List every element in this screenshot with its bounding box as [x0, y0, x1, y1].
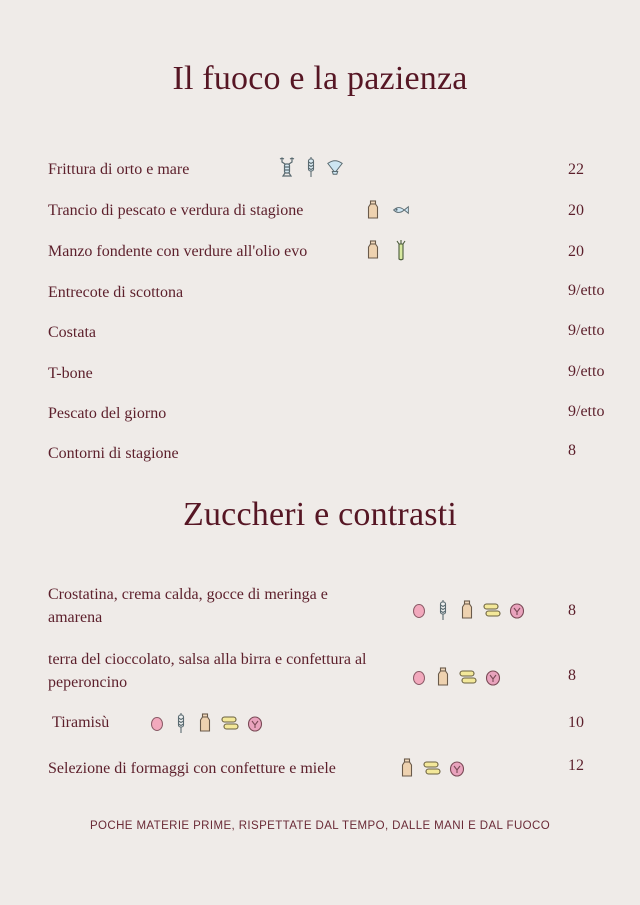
allergen-icons	[364, 198, 416, 222]
allergen-icons	[364, 238, 416, 262]
allergen-icons	[410, 598, 532, 622]
egg-icon	[148, 712, 166, 734]
milk-bottle-icon	[364, 239, 382, 261]
item-price: 8	[568, 602, 576, 619]
egg-icon	[410, 666, 428, 688]
item-price: 20	[568, 243, 584, 260]
item-name: terra del cioccolato, salsa alla birra e confettura al peperoncino	[48, 651, 367, 691]
soy-icon	[246, 712, 264, 734]
item-price: 22	[568, 161, 584, 178]
item-price: 10	[568, 714, 584, 731]
item-name: Crostatina, crema calda, gocce di meringa e amarena	[48, 586, 328, 626]
shell-icon	[326, 156, 344, 178]
item-price: 9/etto	[568, 363, 605, 380]
item-price: 8	[568, 442, 576, 459]
allergen-icons	[278, 155, 350, 179]
item-price: 20	[568, 202, 584, 219]
item-name: Tiramisù	[52, 714, 110, 731]
fish-icon	[392, 199, 410, 221]
item-price: 9/etto	[568, 322, 605, 339]
allergen-icons	[398, 756, 472, 780]
allergen-icons	[148, 711, 270, 735]
soy-icon	[508, 599, 526, 621]
item-name: Pescato del giorno	[48, 405, 167, 422]
item-name: Manzo fondente con verdure all'olio evo	[48, 243, 308, 260]
item-name: Contorni di stagione	[48, 445, 179, 462]
item-name: Costata	[48, 324, 96, 341]
wheat-icon	[434, 599, 452, 621]
wheat-icon	[302, 156, 320, 178]
section-title-zuccheri: Zuccheri e contrasti	[183, 496, 457, 533]
nuts-icon	[458, 666, 478, 688]
milk-bottle-icon	[434, 666, 452, 688]
soy-icon	[448, 757, 466, 779]
item-price: 9/etto	[568, 403, 605, 420]
footer-tagline: POCHE MATERIE PRIME, RISPETTATE DAL TEMPO, DALLE MANI E DAL FUOCO	[89, 820, 551, 832]
item-name: T-bone	[48, 365, 93, 382]
item-price: 9/etto	[568, 282, 605, 299]
nuts-icon	[482, 599, 502, 621]
celery-icon	[392, 239, 410, 261]
milk-bottle-icon	[364, 199, 382, 221]
section-title-fuoco: Il fuoco e la pazienza	[172, 60, 468, 97]
milk-bottle-icon	[458, 599, 476, 621]
milk-bottle-icon	[196, 712, 214, 734]
item-name: Frittura di orto e mare	[48, 161, 190, 178]
allergen-icons	[410, 665, 508, 689]
egg-icon	[410, 599, 428, 621]
item-name: Trancio di pescato e verdura di stagione	[48, 202, 304, 219]
lobster-icon	[278, 156, 296, 178]
wheat-icon	[172, 712, 190, 734]
item-price: 8	[568, 667, 576, 684]
nuts-icon	[422, 757, 442, 779]
soy-icon	[484, 666, 502, 688]
nuts-icon	[220, 712, 240, 734]
milk-bottle-icon	[398, 757, 416, 779]
item-price: 12	[568, 757, 584, 774]
item-name: Selezione di formaggi con confetture e miele	[48, 760, 336, 777]
item-name: Entrecote di scottona	[48, 284, 184, 301]
